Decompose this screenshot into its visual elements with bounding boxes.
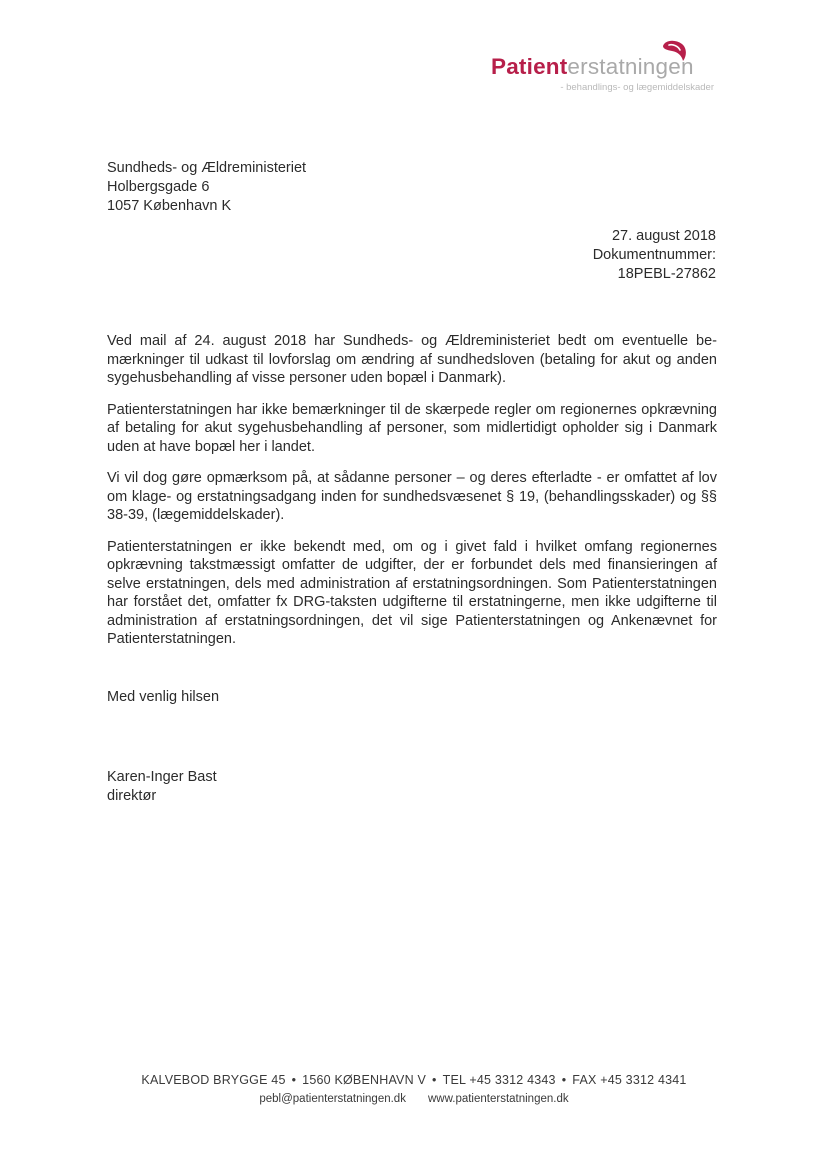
body-paragraph: Vi vil dog gøre opmærksom på, at sådanne personer – og deres efterladte - er omfattet af lov om klage- og erstatningsadgang inden for sundhedsvæsenet § 19, (behandlingsskader) og §§ 38-39, (lægemiddelskader). [107,470,717,523]
logo-wordmark [491,56,694,79]
recipient-line: 1057 København K [107,198,232,214]
footer-separator: • [432,1073,437,1087]
recipient-line: Sundheds- og Ældreministeriet [107,160,307,176]
closing-greeting: Med venlig hilsen [107,689,220,705]
letter-date: 27. august 2018 [611,228,716,244]
letter-body [107,332,717,662]
signature-block [107,768,217,806]
logo-name-part2: erstatningen [567,54,694,79]
footer-email-link[interactable]: pebl@patienterstatningen.dk [259,1093,406,1105]
document-number: 18PEBL-27862 [617,266,716,282]
logo-name-part1: Patient [491,54,568,79]
body-paragraph: Patienterstatningen er ikke bekendt med, om og i givet fald i hvilket omfang regionernes opkrævning takstmæssigt omfatter de udgifter, der er forbundet dels med finansieringen af selve erstatningen, dels med administration af erstatningsordningen. Som Patienterstatningen har forstået det, omfatter fx DRG-taksten udgifterne til erstatningerne, men ikke udgifterne til administration af erstatningsordningen, det vil sige Patienterstatningen og Ankenævnet for Patienterstatningen. [107,538,717,647]
letter-meta [593,227,716,284]
logo [488,40,720,100]
body-paragraph: Patienterstatningen har ikke bemærkninger til de skærpede regler om regionernes opkrævning af betaling for akut sygehusbehandling af personer, som midlertidigt opholder sig i Danmark uden at have bopæl her i landet. [107,401,717,455]
recipient-line: Holbergsgade 6 [107,179,210,195]
document-number-label: Dokumentnummer: [592,247,716,263]
recipient-address [107,159,306,216]
logo-tagline: - behandlings- og lægemiddelskader [560,82,714,93]
footer-tel: TEL +45 3312 4343 [442,1073,556,1087]
footer-postal: 1560 KØBENHAVN V [302,1073,427,1087]
body-paragraph: Ved mail af 24. august 2018 har Sundheds- og Ældreministeriet bedt om eventuelle bemærkninger til udkast til lovforslag om ændring af sundhedsloven (betaling for akut og anden sygehusbehandling af visse personer uden bopæl i Danmark). [107,333,717,386]
footer-website-link[interactable]: www.patienterstatningen.dk [427,1093,569,1105]
footer-separator: • [291,1073,297,1087]
footer-address: KALVEBOD BRYGGE 45 [141,1073,286,1087]
signer-title: direktør [107,788,157,804]
footer-web-line [0,1091,828,1108]
footer-separator: • [561,1073,567,1087]
letter-footer [0,1072,828,1108]
footer-fax: FAX +45 3312 4341 [572,1073,687,1087]
signer-name: Karen-Inger Bast [107,769,217,785]
footer-contact-line [0,1072,828,1089]
